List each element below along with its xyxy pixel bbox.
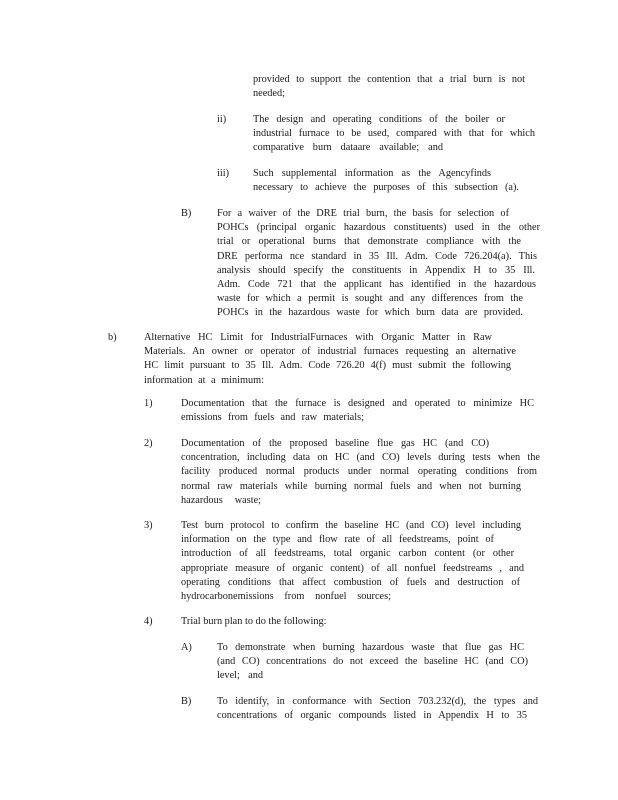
text-line: (and CO) concentrations do not exceed the baseline HC (and CO)	[217, 656, 528, 668]
text-line: Trial burn plan to do the following:	[181, 616, 327, 627]
item-label: 3)	[144, 520, 153, 531]
text-line: POHCs (principal organic hazardous constituents) used in the other	[217, 222, 540, 234]
text-line: POHCs in the hazardous waste for which burn data are provided.	[217, 307, 523, 319]
text-line: DRE performa nce standard in 35 Ill. Adm. Code 726.204(a). This	[217, 250, 537, 262]
paragraph-text	[181, 397, 537, 425]
text-line: information on the type and flow rate of all feedstreams, point of	[181, 534, 494, 546]
text-line: Documentation that the furnace is designed and operated to minimize HC	[181, 398, 534, 409]
item-label: 2)	[144, 438, 153, 449]
text-line: hydrocarbonemissions from nonfuel sources;	[181, 591, 391, 603]
text-line: provided to support the contention that a trial burn is not	[253, 74, 525, 85]
text-line: information at a minimum:	[144, 374, 264, 386]
paragraph-text	[253, 73, 525, 101]
paragraph-text	[253, 113, 535, 156]
item-label: A)	[181, 642, 192, 653]
text-line: Adm. Code 721 that the applicant has identified in the hazardous	[217, 279, 536, 291]
text-line: analysis should specify the constituents in Appendix H to 35 Ill.	[217, 264, 535, 276]
paragraph-text	[217, 641, 528, 684]
paragraph-text	[217, 207, 540, 321]
text-line: Test burn protocol to confirm the baseline HC (and CO) level including	[181, 520, 521, 531]
text-line: The design and operating conditions of the boiler or	[253, 114, 505, 125]
paragraph-text	[144, 331, 518, 388]
text-line: appropriate measure of organic content) of all nonfuel feedstreams , and	[181, 562, 524, 574]
item-label: iii)	[217, 168, 230, 179]
text-line: Such supplemental information as the Agencyfinds	[253, 168, 491, 179]
text-line: hazardous waste;	[181, 494, 261, 506]
text-line: trial or operational burns that demonstrate compliance with the	[217, 236, 521, 248]
text-line: industrial furnace to be used, compared with that for which	[253, 128, 535, 140]
paragraph-text	[253, 167, 519, 195]
text-line: HC limit pursuant to 35 Ill. Adm. Code 726.20 4(f) must submit the following	[144, 360, 511, 372]
text-line: necessary to achieve the purposes of this subsection (a).	[253, 182, 519, 194]
paragraph-text	[181, 615, 327, 629]
text-line: concentrations of organic compounds listed in Appendix H to 35	[217, 710, 527, 722]
text-line: To demonstrate when burning hazardous waste that flue gas HC	[217, 642, 524, 653]
text-line: level; and	[217, 670, 263, 682]
text-line: comparative burn dataare available; and	[253, 142, 443, 154]
paragraph-text	[181, 437, 540, 508]
text-line: operating conditions that affect combustion of fuels and destruction of	[181, 576, 520, 588]
text-line: emissions from fuels and raw materials;	[181, 412, 364, 424]
text-line: For a waiver of the DRE trial burn, the basis for selection of	[217, 208, 509, 219]
paragraph-text	[217, 695, 538, 723]
text-line: waste for which a permit is sought and any differences from the	[217, 293, 523, 305]
text-line: needed;	[253, 88, 286, 100]
text-line: To identify, in conformance with Section 703.232(d), the types and	[217, 696, 538, 707]
text-line: normal raw materials while burning normal fuels and when not burning	[181, 480, 521, 492]
item-label: 4)	[144, 616, 153, 627]
text-line: facility produced normal products under normal operating conditions from	[181, 466, 537, 478]
item-label: 1)	[144, 398, 153, 409]
text-line: concentration, including data on HC (and CO) levels during tests when the	[181, 452, 540, 464]
item-label: ii)	[217, 114, 227, 125]
paragraph-text	[181, 519, 524, 604]
item-label: B)	[181, 208, 192, 219]
text-line: Materials. An owner or operator of industrial furnaces requesting an alternative	[144, 346, 516, 358]
section-label: b)	[108, 332, 117, 343]
item-label: B)	[181, 696, 192, 707]
text-line: Documentation of the proposed baseline flue gas HC (and CO)	[181, 438, 489, 449]
text-line: introduction of all feedstreams, total organic carbon content (or other	[181, 548, 514, 560]
text-line: Alternative HC Limit for IndustrialFurnaces with Organic Matter in Raw	[144, 332, 492, 343]
